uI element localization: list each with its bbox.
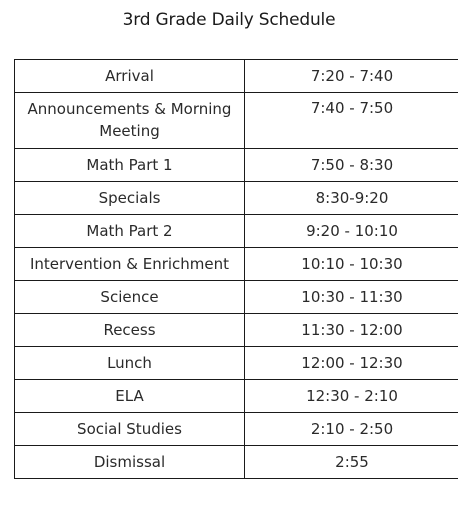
activity-cell: Announcements & Morning Meeting bbox=[15, 93, 245, 149]
time-cell: 12:00 - 12:30 bbox=[245, 347, 458, 380]
activity-cell: Science bbox=[15, 281, 245, 314]
table-row bbox=[15, 413, 458, 446]
activity-cell: Specials bbox=[15, 182, 245, 215]
time-cell: 7:40 - 7:50 bbox=[245, 93, 458, 149]
time-cell: 7:50 - 8:30 bbox=[245, 149, 458, 182]
time-cell: 2:10 - 2:50 bbox=[245, 413, 458, 446]
table-row bbox=[15, 215, 458, 248]
activity-cell: Lunch bbox=[15, 347, 245, 380]
activity-cell: Recess bbox=[15, 314, 245, 347]
table-row bbox=[15, 380, 458, 413]
table-row bbox=[15, 182, 458, 215]
activity-cell: Intervention & Enrichment bbox=[15, 248, 245, 281]
page-title: 3rd Grade Daily Schedule bbox=[122, 10, 336, 30]
activity-cell: Social Studies bbox=[15, 413, 245, 446]
table-row bbox=[15, 347, 458, 380]
table-row bbox=[15, 281, 458, 314]
table-row bbox=[15, 446, 458, 479]
time-cell: 7:20 - 7:40 bbox=[245, 60, 458, 93]
time-cell: 11:30 - 12:00 bbox=[245, 314, 458, 347]
table-row bbox=[15, 149, 458, 182]
table-row bbox=[15, 60, 458, 93]
table-row bbox=[15, 93, 458, 149]
time-cell: 10:30 - 11:30 bbox=[245, 281, 458, 314]
time-cell: 12:30 - 2:10 bbox=[245, 380, 458, 413]
activity-cell: Arrival bbox=[15, 60, 245, 93]
time-cell: 8:30-9:20 bbox=[245, 182, 458, 215]
table-row bbox=[15, 314, 458, 347]
activity-cell: Math Part 1 bbox=[15, 149, 245, 182]
time-cell: 10:10 - 10:30 bbox=[245, 248, 458, 281]
time-cell: 9:20 - 10:10 bbox=[245, 215, 458, 248]
activity-cell: ELA bbox=[15, 380, 245, 413]
activity-cell: Math Part 2 bbox=[15, 215, 245, 248]
time-cell: 2:55 bbox=[245, 446, 458, 479]
schedule-table bbox=[14, 59, 458, 479]
activity-cell: Dismissal bbox=[15, 446, 245, 479]
table-row bbox=[15, 248, 458, 281]
